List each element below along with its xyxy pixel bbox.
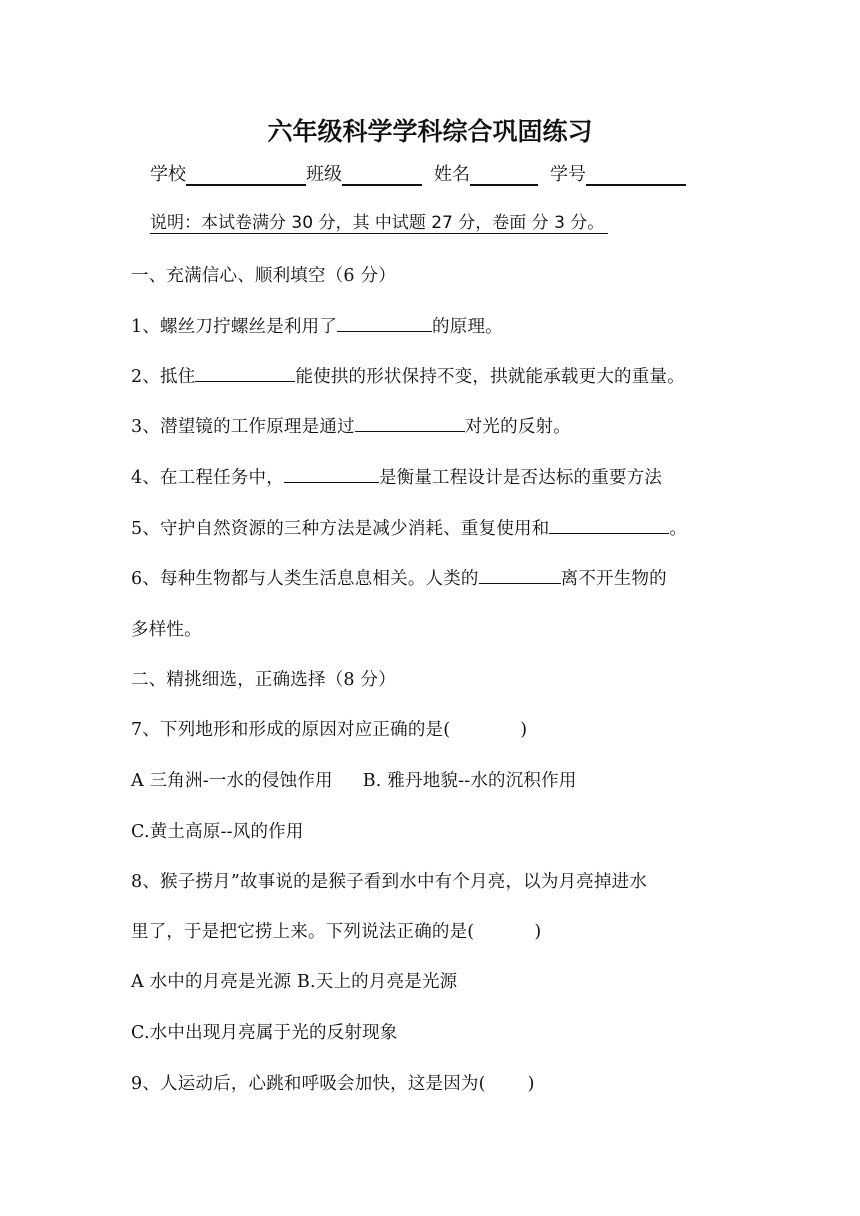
class-label: 班级 <box>306 164 342 185</box>
question-4: 4、在工程任务中， 是衡量工程设计是否达标的重要方法 <box>131 464 662 489</box>
section-1-heading: 一、充满信心、顺利填空（6 分） <box>131 266 396 286</box>
q3-blank[interactable] <box>355 413 465 432</box>
question-6-cont: 多样性。 <box>131 620 202 640</box>
student-info-row <box>150 160 686 186</box>
question-9: 9、人运动后，心跳和呼吸会加快，这是因为( ) <box>131 1074 535 1094</box>
q5-blank[interactable] <box>549 515 669 534</box>
question-7: 7、下列地形和形成的原因对应正确的是( ) <box>131 720 528 740</box>
section-2-heading: 二、精挑细选，正确选择（8 分） <box>131 670 396 690</box>
question-6: 6、每种生物都与人类生活息息相关。人类的 离不开生物的 <box>131 565 667 590</box>
question-1: 1、螺丝刀拧螺丝是利用了 的原理。 <box>131 313 503 338</box>
question-3: 3、潜望镜的工作原理是通过 对光的反射。 <box>131 413 571 438</box>
q1-blank[interactable] <box>337 313 432 332</box>
q7-options-ab <box>131 767 577 792</box>
school-label: 学校 <box>150 164 186 185</box>
exam-note: 说明：本试卷满分 30 分，其 中试题 27 分，卷面 分 3 分。 <box>150 208 608 234</box>
number-field[interactable] <box>586 164 686 186</box>
question-2: 2、抵住 能使拱的形状保持不变，拱就能承载更大的重量。 <box>131 363 685 388</box>
q7-option-a[interactable]: A 三角洲-一水的侵蚀作用 <box>131 771 333 791</box>
question-8-line-1: 8、猴子捞月”故事说的是猴子看到水中有个月亮，以为月亮掉进水 <box>131 872 648 892</box>
q8-option-c[interactable]: C.水中出现月亮属于光的反射现象 <box>131 1023 398 1043</box>
class-field[interactable] <box>342 164 422 186</box>
page-title: 六年级科学学科综合巩固练习 <box>267 117 593 146</box>
q8-options-ab[interactable]: A 水中的月亮是光源 B.天上的月亮是光源 <box>131 972 458 992</box>
school-field[interactable] <box>186 164 306 186</box>
q4-blank[interactable] <box>284 464 379 483</box>
q2-blank[interactable] <box>195 363 295 382</box>
q7-option-c[interactable]: C.黄土高原--风的作用 <box>131 822 304 842</box>
question-5: 5、守护自然资源的三种方法是减少消耗、重复使用和 。 <box>131 515 687 540</box>
q7-option-b[interactable]: B. 雅丹地貌--水的沉积作用 <box>362 771 577 791</box>
name-label: 姓名 <box>434 164 470 185</box>
question-8-line-2: 里了，于是把它捞上来。下列说法正确的是( ) <box>131 922 542 942</box>
number-label: 学号 <box>550 164 586 185</box>
name-field[interactable] <box>470 164 538 186</box>
q6-blank[interactable] <box>479 565 561 584</box>
